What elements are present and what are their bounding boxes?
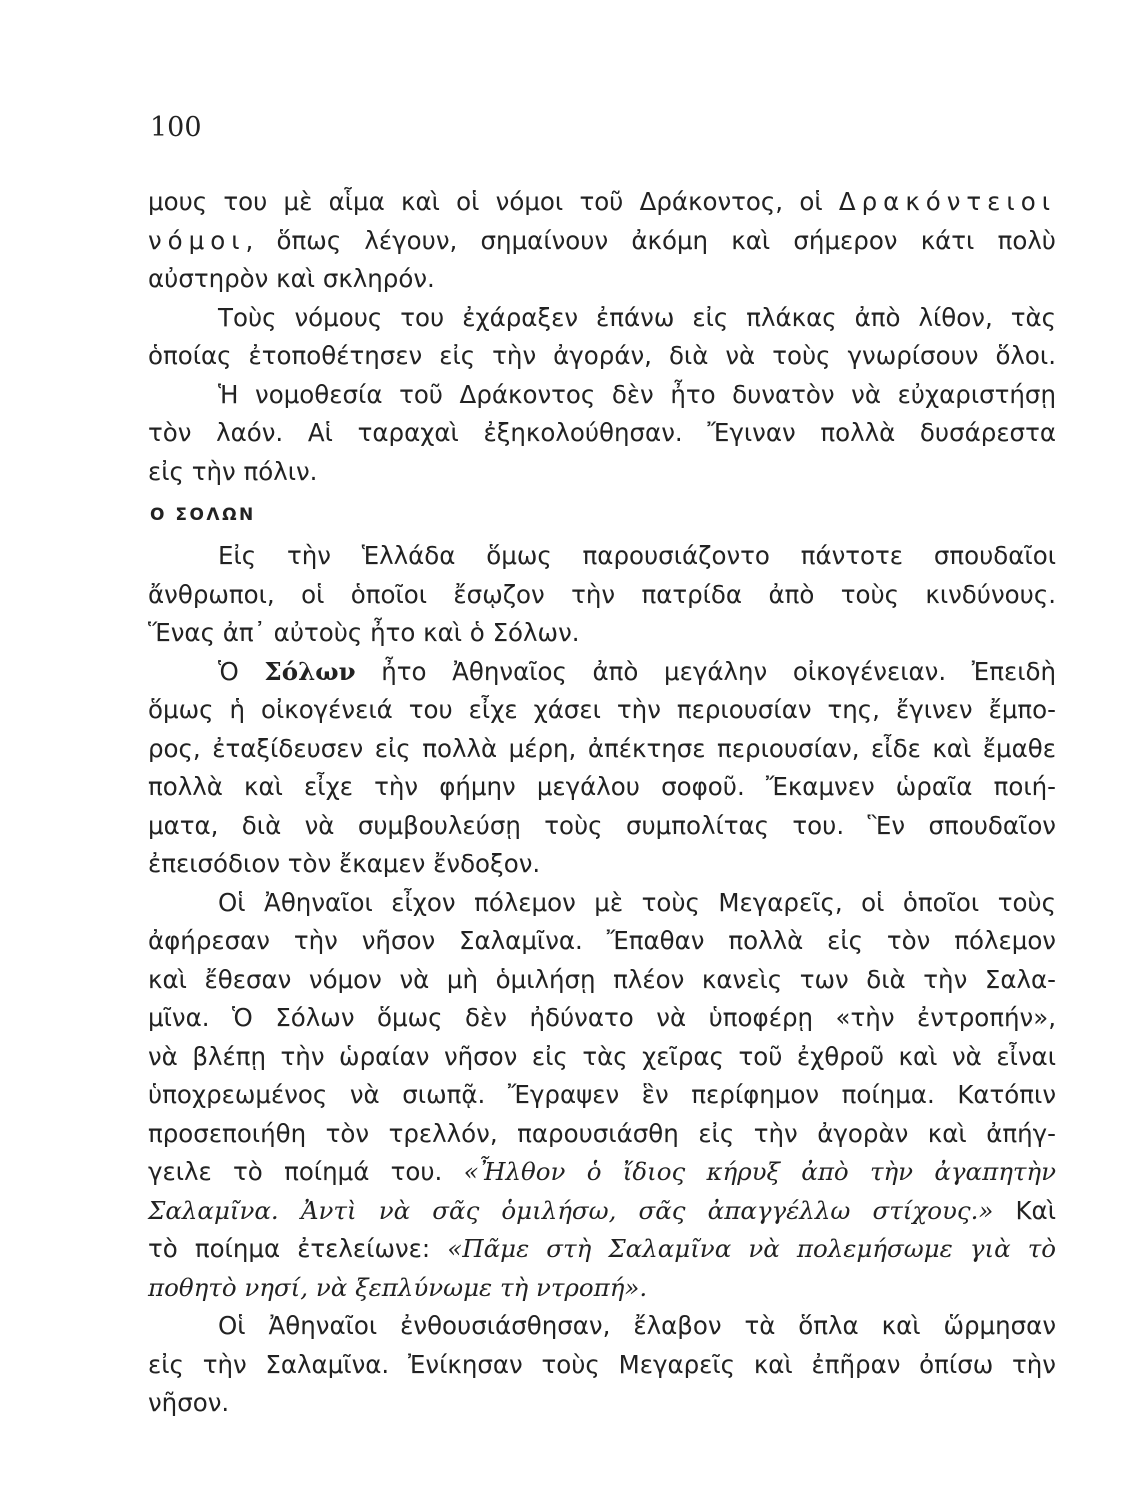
text-line bbox=[148, 1192, 1056, 1231]
text-line: ὑποχρεωμένος νὰ σιωπᾷ. Ἔγραψεν ἓν περίφημον ποίημα. Κατόπιν bbox=[148, 1080, 1056, 1109]
quote-italic-line: ποθητὸ νησί, νὰ ξεπλύνωμε τὴ ντροπή». bbox=[148, 1272, 648, 1302]
text-line: τὸν λαόν. Αἱ ταραχαὶ ἐξηκολούθησαν. Ἔγιναν πολλὰ δυσάρεστα bbox=[148, 418, 1056, 447]
text-line: Οἱ Ἀθηναῖοι εἶχον πόλεμον μὲ τοὺς Μεγαρεῖς, οἱ ὁποῖοι τοὺς bbox=[218, 887, 1056, 917]
text-span: Ὁ bbox=[218, 656, 265, 686]
text-line: καὶ ἔθεσαν νόμον νὰ μὴ ὁμιλήσῃ πλέον κανεὶς των διὰ τὴν Σαλα- bbox=[148, 964, 1056, 994]
text-span: μους του μὲ αἷμα καὶ οἱ νόμοι τοῦ Δράκοντος, οἱ bbox=[148, 187, 839, 216]
text-span: Καὶ bbox=[993, 1195, 1056, 1225]
page-number: 100 bbox=[150, 112, 202, 143]
text-line: ἀφήρεσαν τὴν νῆσον Σαλαμῖνα. Ἔπαθαν πολλὰ εἰς τὸν πόλεμον bbox=[148, 926, 1056, 955]
text-line bbox=[148, 1230, 1056, 1269]
text-line bbox=[148, 1153, 1056, 1192]
spaced-term: Δρακόντειοι bbox=[838, 187, 1056, 216]
text-line: ὁποίας ἐτοποθέτησεν εἰς τὴν ἀγοράν, διὰ νὰ τοὺς γνωρίσουν ὅλοι. bbox=[148, 341, 1056, 370]
text-line: Οἱ Ἀθηναῖοι ἐνθουσιάσθησαν, ἔλαβον τὰ ὅπλα καὶ ὥρμησαν bbox=[218, 1311, 1056, 1340]
text-line: εἰς τὴν πόλιν. bbox=[148, 456, 318, 486]
text-line: ἄνθρωποι, οἱ ὁποῖοι ἔσῳζον τὴν πατρίδα ἀπὸ τοὺς κινδύνους. bbox=[148, 579, 1056, 609]
intro-text-block bbox=[148, 183, 1056, 491]
text-line: προσεποιήθη τὸν τρελλόν, παρουσιάσθη εἰς τὴν ἀγορὰν καὶ ἀπήγ- bbox=[148, 1118, 1056, 1148]
text-line: νῆσον. bbox=[148, 1388, 230, 1417]
quote-italic: «Ἦλθον ὁ ἴδιος κήρυξ ἀπὸ τὴν ἀγαπητὴν bbox=[463, 1157, 1056, 1186]
spaced-term: νόμοι bbox=[148, 225, 246, 255]
text-line: Ἕνας ἀπ᾽ αὐτοὺς ἦτο καὶ ὁ Σόλων. bbox=[148, 618, 580, 647]
text-line bbox=[148, 653, 1056, 692]
text-line: Ἡ νομοθεσία τοῦ Δράκοντος δὲν ἦτο δυνατὸν νὰ εὐχαριστήσῃ bbox=[218, 379, 1056, 409]
text-line: ματα, διὰ νὰ συμβουλεύσῃ τοὺς συμπολίτας του. Ἓν σπουδαῖον bbox=[148, 810, 1056, 840]
text-line: μῖνα. Ὁ Σόλων ὅμως δὲν ἠδύνατο νὰ ὑποφέρῃ «τὴν ἐντροπήν», bbox=[148, 1003, 1056, 1032]
text-line bbox=[148, 183, 1056, 222]
text-line: εἰς τὴν Σαλαμῖνα. Ἐνίκησαν τοὺς Μεγαρεῖς καὶ ἐπῆραν ὀπίσω τὴν bbox=[148, 1349, 1056, 1379]
text-span: τὸ ποίημα ἐτελείωνε: bbox=[148, 1234, 448, 1263]
text-line bbox=[148, 222, 1056, 261]
bold-name: Σόλων bbox=[264, 656, 356, 686]
text-line: αὐστηρὸν καὶ σκληρόν. bbox=[148, 264, 435, 293]
text-line: ἐπεισόδιον τὸν ἔκαμεν ἔνδοξον. bbox=[148, 849, 541, 878]
solon-text-block bbox=[148, 537, 1056, 1423]
text-line: Τοὺς νόμους του ἐχάραξεν ἐπάνω εἰς πλάκας ἀπὸ λίθον, τὰς bbox=[218, 302, 1056, 332]
text-line: ὅμως ἡ οἰκογένειά του εἶχε χάσει τὴν περιουσίαν της, ἔγινεν ἔμπο- bbox=[148, 695, 1056, 724]
text-line: πολλὰ καὶ εἶχε τὴν φήμην μεγάλου σοφοῦ. Ἔκαμνεν ὡραῖα ποιή- bbox=[148, 772, 1056, 801]
text-span: ἦτο Ἀθηναῖος ἀπὸ μεγάλην οἰκογένειαν. Ἐπειδὴ bbox=[355, 656, 1057, 686]
section-heading: Ο ΣΟΛΩΝ bbox=[150, 505, 256, 525]
text-line: ρος, ἐταξίδευσεν εἰς πολλὰ μέρη, ἀπέκτησε περιουσίαν, εἶδε καὶ ἔμαθε bbox=[148, 733, 1056, 763]
text-span: , ὅπως λέγουν, σημαίνουν ἀκόμη καὶ σήμερον κάτι πολὺ bbox=[245, 225, 1056, 255]
text-span: γειλε τὸ ποίημά του. bbox=[148, 1157, 464, 1186]
text-line: νὰ βλέπῃ τὴν ὡραίαν νῆσον εἰς τὰς χεῖρας τοῦ ἐχθροῦ καὶ νὰ εἶναι bbox=[148, 1041, 1056, 1071]
quote-italic: Σαλαμῖνα. Ἀντὶ νὰ σᾶς ὁμιλήσω, σᾶς ἀπαγγέλλω στίχους.» bbox=[148, 1195, 994, 1225]
text-line: Εἰς τὴν Ἑλλάδα ὅμως παρουσιάζοντο πάντοτε σπουδαῖοι bbox=[218, 541, 1056, 570]
quote-italic: «Πᾶμε στὴ Σαλαμῖνα νὰ πολεμήσωμε γιὰ τὸ bbox=[447, 1234, 1056, 1263]
